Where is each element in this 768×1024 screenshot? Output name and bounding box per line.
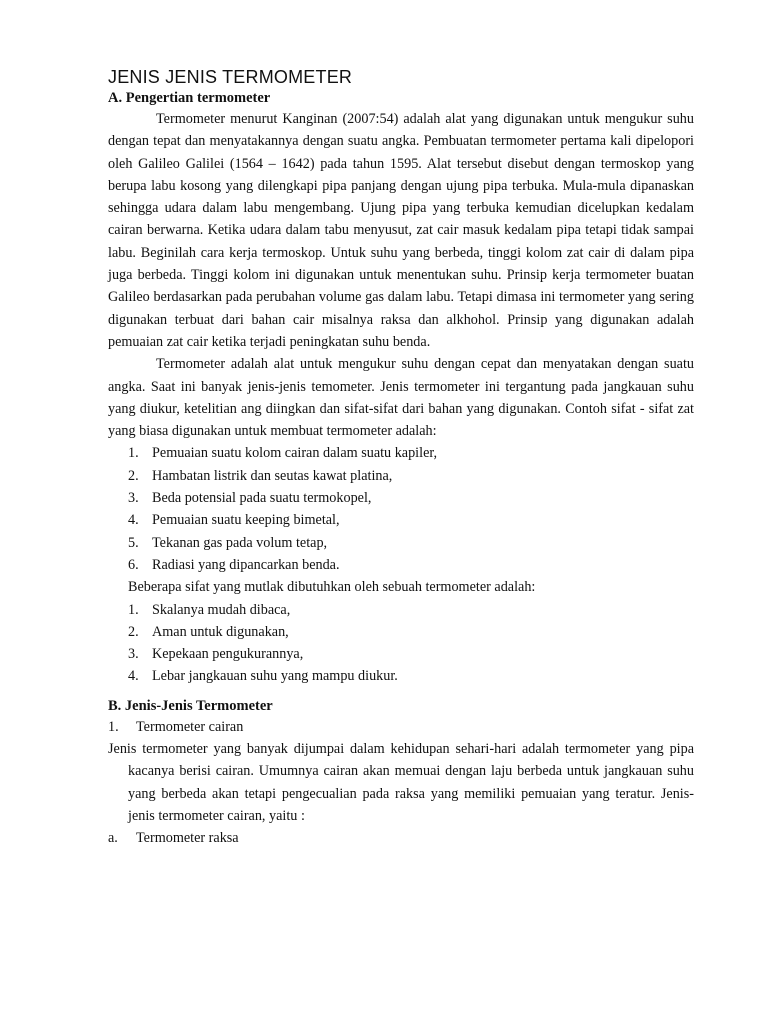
list-item	[108, 554, 694, 576]
section-b-sub-item-text: Termometer raksa	[136, 830, 239, 847]
document-page	[108, 66, 694, 850]
list-item	[108, 532, 694, 554]
list-item	[108, 621, 694, 643]
section-a-paragraph-2: Termometer adalah alat untuk mengukur suhu dengan cepat dan menyatakan dengan suatu angka. Saat ini banyak jenis-jenis temometer. Jenis termometer ini tergantung pada jangkauan suhu yang diukur, ketelitian ang diingkan dan sifat-sifat dari bahan yang digunakan. Contoh sifat - sifat zat yang biasa digunakan untuk membuat termometer adalah:	[108, 356, 694, 440]
list-item-text: Radiasi yang dipancarkan benda.	[152, 556, 340, 573]
list-item-text: Skalanya mudah dibaca,	[152, 601, 291, 618]
list-item	[108, 665, 694, 687]
list-item	[108, 465, 694, 487]
section-b-item-number: 1.	[108, 718, 119, 735]
list-item-text: Tekanan gas pada volum tetap,	[152, 534, 328, 551]
section-spacer	[108, 688, 694, 696]
list-item-number: 4.	[128, 668, 139, 685]
list-item-text: Lebar jangkauan suhu yang mampu diukur.	[152, 668, 398, 685]
list-item	[108, 487, 694, 509]
requirements-list	[108, 599, 694, 688]
list-item-text: Pemuaian suatu keeping bimetal,	[152, 512, 340, 529]
list-item-number: 2.	[128, 623, 139, 640]
thermometric-properties-list	[108, 442, 694, 576]
section-a-heading: A. Pengertian termometer	[108, 90, 271, 106]
list-item-text: Hambatan listrik dan seutas kawat platina,	[152, 467, 393, 484]
section-b-heading: B. Jenis-Jenis Termometer	[108, 697, 273, 714]
list-item-number: 5.	[128, 534, 139, 551]
list-item-number: 3.	[128, 490, 139, 507]
list-item-text: Beda potensial pada suatu termokopel,	[152, 490, 372, 507]
section-b-paragraph: Jenis termometer yang banyak dijumpai dalam kehidupan sehari-hari adalah termometer yang pipa kacanya berisi cairan. Umumnya cairan akan memuai dengan laju berbeda untuk jangkauan suhu yang berbeda akan tetapi pengecualian pada raksa yang memiliki pemuaian yang teratur. Jenis-jenis termometer cairan, yaitu :	[108, 741, 694, 824]
list-item-text: Kepekaan pengukurannya,	[152, 646, 304, 663]
list-item	[108, 643, 694, 665]
document-title: JENIS JENIS TERMOMETER	[108, 67, 353, 87]
section-b-item-text: Termometer cairan	[136, 718, 244, 735]
list-item-number: 6.	[128, 556, 139, 573]
list-item-number: 2.	[128, 467, 139, 484]
list-item-number: 4.	[128, 512, 139, 529]
list-item-text: Aman untuk digunakan,	[152, 623, 289, 640]
requirements-intro: Beberapa sifat yang mutlak dibutuhkan oleh sebuah termometer adalah:	[128, 579, 536, 596]
list-item-number: 1.	[128, 445, 139, 462]
section-b-sub-item-a	[108, 827, 694, 849]
list-item-number: 1.	[128, 601, 139, 618]
list-item	[108, 599, 694, 621]
section-b-sub-item-letter: a.	[108, 830, 118, 847]
list-item-number: 3.	[128, 646, 139, 663]
list-item	[108, 442, 694, 464]
section-b-item-1	[108, 716, 694, 738]
list-item	[108, 509, 694, 531]
section-a-paragraph-1: Termometer menurut Kanginan (2007:54) adalah alat yang digunakan untuk mengukur suhu dengan tepat dan menyatakannya dengan suatu angka. Pembuatan termometer pertama kali dipelopori oleh Galileo Galilei (1564 – 1642) pada tahun 1595. Alat tersebut disebut dengan termoskop yang berupa labu kosong yang dilengkapi pipa panjang dengan ujung pipa terbuka. Mula-mula dipanaskan sehingga udara dalam labu mengembang. Ujung pipa yang terbuka kemudian dicelupkan kedalam cairan berwarna. Ketika udara dalam tabu menyusut, zat cair masuk kedalam pipa tetapi tidak sampai labu. Beginilah cara kerja termoskop. Untuk suhu yang berbeda, tinggi kolom zat cair di dalam pipa juga berbeda. Tinggi kolom ini digunakan untuk menentukan suhu. Prinsip kerja termometer buatan Galileo berdasarkan pada perubahan volume gas dalam labu. Tetapi dimasa ini termometer yang sering digunakan terbuat dari bahan cair misalnya raksa dan alkhohol. Prinsip yang digunakan adalah pemuaian zat cair ketika terjadi peningkatan suhu benda.	[108, 111, 694, 350]
list-item-text: Pemuaian suatu kolom cairan dalam suatu kapiler,	[152, 445, 438, 462]
